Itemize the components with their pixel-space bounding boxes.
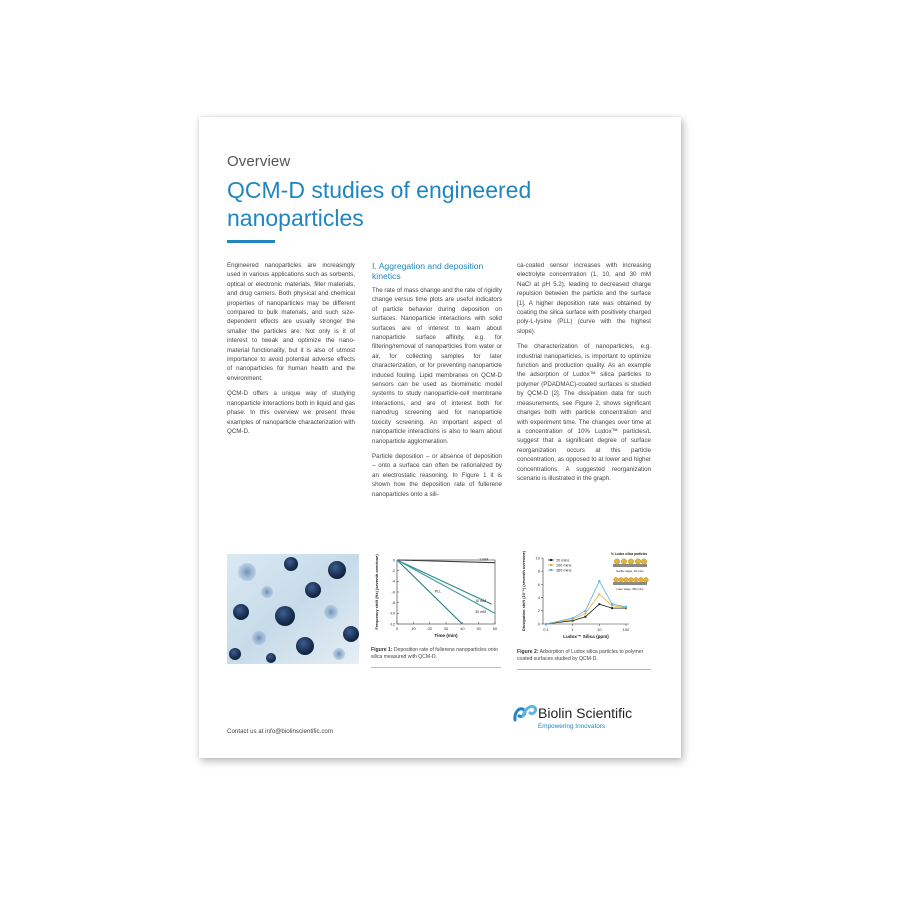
legend-label: 20 mins [556, 558, 570, 563]
figure-2-divider [517, 669, 651, 670]
particle-illustration [619, 577, 624, 582]
series-label: PLL [434, 589, 442, 594]
x-tick-label: 30 [443, 626, 449, 631]
y-tick-label: 0 [392, 557, 395, 563]
annotation-label-1: Earlier stage, 20 mins [616, 569, 644, 573]
figure-2-caption-label: Figure 2: [517, 649, 539, 655]
x-tick-label: 100 [622, 627, 630, 632]
x-tick-label: 50 [476, 626, 481, 631]
particle-illustration [641, 559, 647, 565]
body-paragraph-4: The characterization of nanoparticles, e.g. industrial nanoparticles, is important to optimize function and production quality. As an example the adsorption of Ludox™ silica particles to polymer (PDADMAC)-coated surfaces is studied by QCM-D [2]. The dissipation data for such measurements, see Figure 2, shows significant changes both with particle concentration and with experiment time. The changes over time at a concentration of 10% Ludox™ particles/L suggest that a significant degree of surface reorganization occurs at this particle concentration, as opposed to at lower and higher concentrations. A suggested reorganization scenario is illustrated in the graph. [517, 343, 651, 482]
legend-marker [550, 569, 552, 571]
data-point [611, 607, 613, 609]
y-tick-label: -4 [391, 578, 395, 584]
data-point [584, 610, 586, 612]
brand-name: Biolin Scientific [538, 705, 633, 721]
title-line-1: QCM-D studies of engineered [227, 177, 532, 203]
figure-1-plot [371, 554, 501, 642]
figure-1-divider [371, 667, 501, 668]
data-point [611, 603, 613, 605]
particle-illustration [635, 559, 641, 565]
data-point [625, 606, 627, 608]
y-tick-label: 4 [537, 595, 540, 600]
legend-label: 360 mins [556, 568, 572, 573]
figure-2-chart [517, 550, 651, 644]
data-point [598, 593, 600, 595]
series-label: 10 mM [475, 599, 487, 604]
section-kicker: Overview [227, 153, 291, 170]
biolin-logo [512, 696, 662, 746]
particle-illustration [644, 577, 649, 582]
legend-marker [550, 559, 552, 561]
title-line-2: nanoparticles [227, 205, 364, 231]
biolin-logo-icon [512, 700, 538, 726]
text-column-3 [517, 261, 651, 489]
y-tick-label: -2 [391, 568, 395, 574]
annotation-title: % Ludox silica particles [611, 552, 648, 556]
data-point [572, 617, 574, 619]
y-tick-label: -6 [391, 589, 395, 595]
y-axis-label: Frequency shift (Hz) (seventh overtone) [374, 554, 379, 630]
x-tick-label: 0 [395, 626, 399, 631]
series-line-pll [397, 560, 462, 624]
x-tick-label: 60 [492, 626, 498, 631]
figure-1-chart [371, 554, 501, 642]
x-tick-label: 10 [597, 627, 602, 632]
x-axis-label: Time (min) [434, 633, 458, 638]
particle-illustration [629, 577, 634, 582]
figure-1-caption-label: Figure 1: [371, 647, 393, 653]
brand-tagline: Empowering Innovators [538, 723, 606, 730]
x-tick-label: 10 [411, 626, 416, 631]
intro-paragraph-2: QCM-D offers a unique way of studying nanoparticle interactions both in liquid and gas phase. In this overview we present three examples of nanoparticle characterization with QCM-D. [227, 390, 355, 435]
text-column-1 [227, 261, 355, 442]
y-tick-label: 6 [537, 581, 540, 587]
data-point [598, 603, 600, 605]
data-point [584, 612, 586, 614]
particle-illustration [614, 577, 619, 582]
x-tick-label: 40 [460, 626, 465, 631]
x-axis-label: Ludox™ Silica (ppm) [563, 634, 609, 639]
annotation-label-2: Later stage, 360 mins [616, 587, 644, 591]
figure-2-caption [517, 649, 651, 662]
surface-illustration-1 [613, 564, 647, 567]
surface-illustration-2 [613, 582, 647, 585]
y-tick-label: 10 [535, 555, 540, 561]
section-heading: I. Aggregation and deposition kinetics [372, 261, 484, 281]
particle-illustration [628, 559, 634, 565]
x-tick-label: 20 [427, 626, 432, 631]
series-label: 1 mM [479, 557, 489, 562]
data-point [545, 623, 547, 625]
body-paragraph: The rate of mass change and the rate of rigidity change versus time plots are useful indicators of particle behavior during deposition on surfaces. Nanoparticle interactions with solid surfaces are of interest to learn about nanoparticle surface affinity, e.g. for filtering/removal of nanoparticles from water or air, for collecting samples for later characterization, or for preventing nanoparticle induced fouling. Lipid membranes on QCM-D sensors can be used as biomimetic model systems to study nanoparticle-cell membrane interactions, and are of interest both for nanodrug screening and for nanoparticle toxicity screening. An important aspect of nanoparticle interactions is also to learn about nanoparticle agglomeration. [372, 287, 502, 445]
y-tick-label: -8 [391, 600, 395, 606]
document-page [199, 117, 681, 758]
figure-1-caption-text: Deposition rate of fullerene nanoparticles onto silica measured with QCM-D. [371, 647, 498, 660]
page-title [227, 176, 587, 232]
data-point [584, 616, 586, 618]
x-tick-label: 0.1 [543, 627, 549, 632]
series-label: 30 mM [475, 609, 487, 614]
legend-marker [550, 564, 552, 566]
y-tick-label: 0 [537, 621, 540, 627]
legend-label: 100 mins [556, 563, 572, 568]
figure-2-caption-text: Adsorption of Ludox silica particles to polymer coated surfaces studied by QCM-D. [517, 649, 644, 662]
nanoparticle-photo [227, 554, 359, 664]
data-point [598, 580, 600, 582]
y-tick-label: -10 [389, 610, 395, 616]
figure-2-plot [517, 550, 651, 644]
y-tick-label: -12 [389, 621, 395, 627]
text-column-2 [372, 261, 502, 505]
y-tick-label: 2 [537, 608, 540, 614]
body-paragraph-3: ca-coated sensor increases with increasing electrolyte concentration (1, 10, and 30 mM NaCl at pH 5.2), leading to decreased charge repulsion between the particle and the surface [1]. A higher deposition rate was obtained by coating the silica surface with positively charged poly-L-lysine (PLL) (curve with the highest slope). [517, 262, 651, 335]
title-underline [227, 240, 275, 243]
x-tick-label: 1 [571, 627, 574, 632]
particle-illustration [614, 559, 620, 565]
figure-1-caption [371, 647, 501, 660]
particle-illustration [624, 577, 629, 582]
intro-paragraph: Engineered nanoparticles are increasingly used in various applications such as sorbents, optical or electronic materials, filler materials, and drug carriers. Both physical and chemical properties of nanoparticles may be different compared to bulk materials, and such size-dependent effects are usually stronger the smaller the particles are. Not only is it of interest to tweak and optimize the nano-material functionality, but it is also of utmost importance to avoid potential adverse effects of nanoparticles for human health and the environment. [227, 262, 355, 382]
particle-illustration [639, 577, 644, 582]
particle-illustration [621, 559, 627, 565]
y-tick-label: 8 [537, 568, 540, 574]
particle-illustration [634, 577, 639, 582]
contact-line: Contact us at info@biolinscientific.com [227, 728, 334, 735]
body-paragraph-2: Particle deposition – or absence of deposition – onto a surface can often be rationalized by an electrostatic reasoning. In Figure 1 it is shown how the deposition rate of fullerene nanoparticles onto a sili- [372, 452, 502, 498]
y-axis-label: Dissipation shift (10⁻⁶) (seventh overtone) [521, 550, 526, 632]
